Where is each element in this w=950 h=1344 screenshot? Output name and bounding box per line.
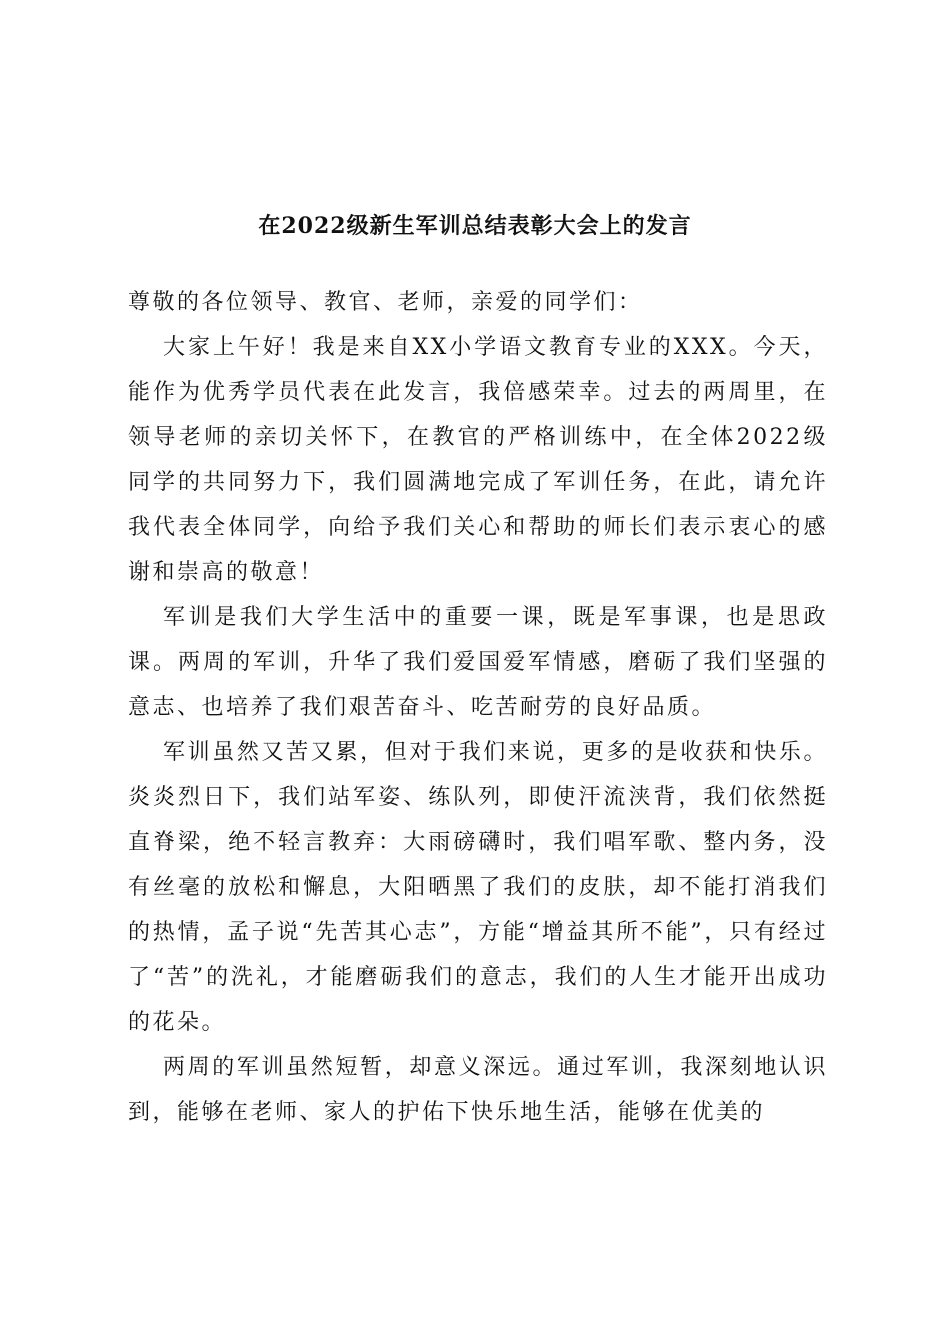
salutation: 尊敬的各位领导、教官、老师，亲爱的同学们： xyxy=(128,290,643,315)
document-body xyxy=(128,280,828,1135)
paragraph-hardship-and-joy: 军训虽然又苦又累，但对于我们来说，更多的是收获和快乐。炎炎烈日下，我们站军姿、练队列，即使汗流浃背，我们依然挺直脊梁，绝不轻言教弃：大雨磅礴时，我们唱军歌、整内务，没有丝毫的放松和懈息，大阳晒黑了我们的皮肤，却不能打消我们的热情，孟子说“先苦其心志”，方能“增益其所不能”，只有经过了“苦”的洗礼，才能磨砺我们的意志，我们的人生才能开出成功的花朵。 xyxy=(128,740,828,1035)
paragraph-military-training-lesson: 军训是我们大学生活中的重要一课，既是军事课，也是思政课。两周的军训，升华了我们爱国爱军情感，磨砺了我们坚强的意志、也培养了我们艰苦奋斗、吃苦耐劳的良好品质。 xyxy=(128,605,828,720)
paragraph-greeting: 大家上午好！我是来自XX小学语文教育专业的XXX。今天，能作为优秀学员代表在此发言，我倍感荣幸。过去的两周里，在领导老师的亲切关怀下，在教官的严格训练中，在全体2022级同学的共同努力下，我们圆满地完成了军训任务，在此，请允许我代表全体同学，向给予我们关心和帮助的师长们表示衷心的感谢和崇高的敬意！ xyxy=(128,335,828,585)
paragraph-significance: 两周的军训虽然短暂，却意义深远。通过军训，我深刻地认识到，能够在老师、家人的护佑下快乐地生活，能够在优美的 xyxy=(128,1055,828,1125)
document-title: 在2022级新生军训总结表彰大会上的发言 xyxy=(258,213,692,239)
